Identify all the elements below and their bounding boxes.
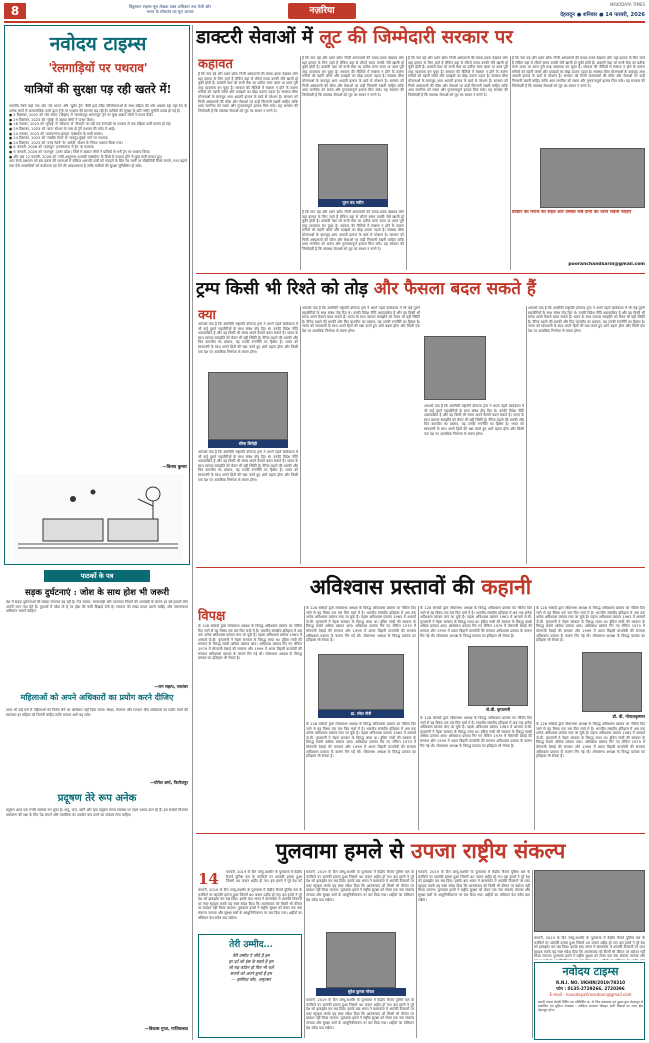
noconf-body-col4b: के 128 सांसदों द्वारा लोकसभा अध्यक्ष के विरुद्ध अविश्वास प्रस्ताव का नोटिस दिए जाने से यह विषय एक बार फिर चर्चा में है। भारतीय संसदीय इतिहास में अब तक अनेक अविश्वास प्रस्ताव लाए जा चुके हैं। पहला अविश्वास प्रस्ताव 1963 में आचार्य जे.बी. कृपलानी ने नेहरू सरकार के विरुद्ध लाया था। इंदिरा गांधी की सरकार के विरुद्ध सबसे अधिक प्रस्ताव आए। अधिकांश प्रस्ताव गिर गए लेकिन 1979 में मोरारजी देसाई की सरकार और 1999 में अटल बिहारी वाजपेयी की सरकार अविश्वास प्रस्ताव के कारण गिर गई थी। लोकसभा अध्यक्ष के विरुद्ध प्रस्ताव का इतिहास भी रोचक है। [536, 722, 645, 759]
top-quote-line2: भारत के लोकतंत्र का मूल आधार [146, 9, 194, 14]
lead-body-col1: है कि नाम बड़े और दर्शन छोटे। निजी अस्पतालों की चमक-दमक देखकर लोग वहां इलाज के लिए जाते हैं लेकिन वहां से लौटते समय उनकी जेबें खाली हो चुकी होती हैं। डाक्टरी पेशा जो कभी सेवा का प्रतीक माना जाता था आज पूरी तरह व्यवसाय बन चुका है। सरकार की नीतियों में स्पष्टता न होने के कारण मरीजों को महंगी जांचों और दवाइयों का बोझ उठाना पड़ता है। स्वास्थ्य बीमा योजनाओं के बावजूद आम आदमी इलाज के खर्च से परेशान है। सरकार को निजी अस्पतालों की फीस और सेवाओं पर कड़ी निगरानी रखनी चाहिए ताकि आम नागरिक को सस्ता और गुणवत्तापूर्ण इलाज मिल सके। यह सरकार की जिम्मेदारी है कि स्वास्थ्य सेवाओं को लूट का साधन न बनने दे। [198, 72, 298, 113]
pulwama-body-col4: फरवरी, 2019 के दिन जम्मू-कश्मीर के पुलवामा में केंद्रीय रिजर्व पुलिस बल के काफिले पर आतंकी हमला हुआ जिसमें 40 जवान शहीद हो गए। इस हमले ने पूरे देश को झकझोर कर रख दिया। इसके बाद भारत ने बालाकोट में आतंकी ठिकानों पर एयर स्ट्राइक करके यह स्पष्ट संदेश दिया कि आतंकवाद को किसी भी कीमत पर बर्दाश्त नहीं किया जाएगा। पुलवामा हमले ने राष्ट्रीय सुरक्षा को लेकर एक नया संकल्प जगाया और [534, 936, 645, 959]
letters-sign-2: —योगेश शर्मा, फिरोजपुर [149, 780, 188, 785]
letters-sign-3: —विकास गुप्ता, गाजियाबाद [144, 1026, 188, 1031]
lead-body-col4: है कि नाम बड़े और दर्शन छोटे। निजी अस्पतालों की चमक-दमक देखकर लोग वहां इलाज के लिए जाते हैं लेकिन वहां से लौटते समय उनकी जेबें खाली हो चुकी होती हैं। डाक्टरी पेशा जो कभी सेवा का प्रतीक माना जाता था आज पूरी तरह व्यवसाय बन चुका है। सरकार की नीतियों में स्पष्टता न होने के कारण मरीजों को महंगी जांचों और दवाइयों का बोझ उठाना पड़ता है। स्वास्थ्य बीमा योजनाओं के बावजूद आम आदमी इलाज के खर्च से परेशान है। सरकार को निजी अस्पतालों की फीस और सेवाओं पर कड़ी निगरानी रखनी चाहिए ताकि आम नागरिक को सस्ता और गुणवत्तापूर्ण इलाज मिल सके। यह सरकार की जिम्मेदारी है कि स्वास्थ्य सेवाओं को लूट का साधन न बनने दे। [512, 56, 645, 88]
poem-text: तेरी उम्मीद पे जीते हैं हम हर दर्द को हंस के सहते हैं हम जो राह कठिन हो फिर भी चलें सपनों को अपने बुनते हैं हम — हरमिंदर कौर, अमृतसर [228, 953, 274, 982]
noconf-mid-photo [468, 646, 528, 706]
editorial-signature: —विजय कुमार [162, 465, 187, 470]
editorial [4, 25, 190, 565]
noconf-right-caption: डॉ. वी. गोपालकृष्णन [612, 714, 645, 719]
imprint-phone: फोन : 0135-2729266, 2720396 [556, 986, 625, 991]
column-divider-4 [510, 56, 511, 270]
column-divider-3 [406, 56, 407, 270]
column-divider-2 [300, 56, 301, 270]
lead-author-photo [318, 144, 388, 200]
trump-rule [196, 567, 645, 568]
noconf-body-col3b: के 128 सांसदों द्वारा लोकसभा अध्यक्ष के विरुद्ध अविश्वास प्रस्ताव का नोटिस दिए जाने से यह विषय एक बार फिर चर्चा में है। भारतीय संसदीय इतिहास में अब तक अनेक अविश्वास प्रस्ताव लाए जा चुके हैं। पहला अविश्वास प्रस्ताव 1963 में आचार्य जे.बी. कृपलानी ने नेहरू सरकार के विरुद्ध लाया था। इंदिरा गांधी की सरकार के विरुद्ध सबसे अधिक प्रस्ताव आए। अधिकांश प्रस्ताव गिर गए लेकिन 1979 में मोरारजी देसाई की सरकार और 1999 में अटल बिहारी वाजपेयी की सरकार अविश्वास प्रस्ताव के कारण गिर गई थी। लोकसभा अध्यक्ष के विरुद्ध प्रस्ताव का इतिहास भी रोचक है। [420, 716, 532, 748]
trump-author-caption: सीमा सिरोही [208, 440, 288, 448]
noconf-author-photo [318, 654, 404, 710]
noconf-body-col2: के 128 सांसदों द्वारा लोकसभा अध्यक्ष के विरुद्ध अविश्वास प्रस्ताव का नोटिस दिए जाने से यह विषय एक बार फिर चर्चा में है। भारतीय संसदीय इतिहास में अब तक अनेक अविश्वास प्रस्ताव लाए जा चुके हैं। पहला अविश्वास प्रस्ताव 1963 में आचार्य जे.बी. कृपलानी ने नेहरू सरकार के विरुद्ध लाया था। इंदिरा गांधी की सरकार के विरुद्ध सबसे अधिक प्रस्ताव आए। अधिकांश प्रस्ताव गिर गए लेकिन 1979 में मोरारजी देसाई की सरकार और 1999 में अटल बिहारी वाजपेयी की सरकार अविश्वास प्रस्ताव के कारण गिर गई थी। लोकसभा अध्यक्ष के विरुद्ध प्रस्ताव का इतिहास भी रोचक है। [306, 606, 416, 643]
lead-email: pooranchandsarin@gmail.com [568, 262, 645, 267]
trump-body-col2: आपको याद है कि अमरीकी राष्ट्रपति डोनाल्ड ट्रम्प ने अपने पहले कार्यकाल में भी कई पुराने सहयोगियों के साथ संबंध तोड़ दिए थे। उनकी विदेश नीति अप्रत्याशित है और वह किसी भी समय अपने फैसले बदल सकते हैं। भारत के साथ व्यापार समझौते को लेकर भी यही स्थिति है। टैरिफ बढ़ाने की धमकी और फिर बातचीत का प्रस्ताव, यह उनकी रणनीति का हिस्सा है। भारत को सावधानी के साथ अपने हितों की रक्षा करते हुए आगे बढ़ना होगा और किसी एक देश पर अत्यधिक निर्भरता से बचना होगा। [302, 306, 420, 333]
lead-side-photo [540, 148, 645, 208]
pulwama-body-col1: फरवरी, 2019 के दिन जम्मू-कश्मीर के पुलवामा में केंद्रीय रिजर्व पुलिस बल के काफिले पर आतंकी हमला हुआ जिसमें 40 जवान शहीद हो गए। इस हमले ने पूरे देश को [226, 870, 302, 884]
column-divider-8 [418, 606, 419, 830]
trump-kicker: क्या [198, 308, 216, 323]
pulwama-body-col3: फरवरी, 2019 के दिन जम्मू-कश्मीर के पुलवामा में केंद्रीय रिजर्व पुलिस बल के काफिले पर आतंकी हमला हुआ जिसमें 40 जवान शहीद हो गए। इस हमले ने पूरे देश को झकझोर कर रख दिया। इसके बाद भारत ने बालाकोट में आतंकी ठिकानों पर एयर स्ट्राइक करके यह स्पष्ट संदेश दिया कि आतंकवाद को किसी भी कीमत पर बर्दाश्त नहीं किया जाएगा। पुलवामा हमले ने राष्ट्रीय सुरक्षा को लेकर एक नया संकल्प जगाया और सुरक्षा बलों के आधुनिकीकरण पर बल दिया गया। शहीदों का बलिदान देश सदैव याद रखेगा। [418, 870, 530, 902]
pulwama-body-col1b: फरवरी, 2019 के दिन जम्मू-कश्मीर के पुलवामा में केंद्रीय रिजर्व पुलिस बल के काफिले पर आतंकी हमला हुआ जिसमें 40 जवान शहीद हो गए। इस हमले ने पूरे देश को झकझोर कर रख दिया। इसके बाद भारत ने बालाकोट में आतंकी ठिकानों पर एयर स्ट्राइक करके यह स्पष्ट संदेश दिया कि आतंकवाद को किसी भी कीमत पर बर्दाश्त नहीं किया जाएगा। पुलवामा हमले ने राष्ट्रीय सुरक्षा को लेकर एक नया संकल्प जगाया और सुरक्षा बलों के आधुनिकीकरण पर बल दिया गया। शहीदों का बलिदान देश सदैव याद रखेगा। [198, 888, 302, 920]
letters-headline-3: प्रदूषण तेरे रूप अनेक [57, 793, 137, 804]
editorial-headline: यात्रियों की सुरक्षा पड़ रही खतरे में! [24, 82, 172, 96]
trump-body-col1: आपको याद है कि अमरीकी राष्ट्रपति डोनाल्ड ट्रम्प ने अपने पहले कार्यकाल में भी कई पुराने सहयोगियों के साथ संबंध तोड़ दिए थे। उनकी विदेश नीति अप्रत्याशित है और वह किसी भी समय अपने फैसले बदल सकते हैं। भारत के साथ व्यापार समझौते को लेकर भी यही स्थिति है। टैरिफ बढ़ाने की धमकी और फिर बातचीत का प्रस्ताव, यह उनकी रणनीति का हिस्सा है। भारत को सावधानी के साथ अपने हितों की रक्षा करते हुए आगे बढ़ना होगा और किसी एक देश पर अत्यधिक निर्भरता से बचना होगा। [198, 322, 298, 354]
letters-title: पाठकों के पत्र [44, 570, 150, 582]
pulwama-author-caption: सुरेश कुमार गोयल [316, 988, 406, 996]
column-divider-1 [192, 25, 193, 1040]
noconf-body-col1: के 128 सांसदों द्वारा लोकसभा अध्यक्ष के विरुद्ध अविश्वास प्रस्ताव का नोटिस दिए जाने से यह विषय एक बार फिर चर्चा में है। भारतीय संसदीय इतिहास में अब तक अनेक अविश्वास प्रस्ताव लाए जा चुके हैं। पहला अविश्वास प्रस्ताव 1963 में आचार्य जे.बी. कृपलानी ने नेहरू सरकार के विरुद्ध लाया था। इंदिरा गांधी की सरकार के विरुद्ध सबसे अधिक प्रस्ताव आए। अधिकांश प्रस्ताव गिर गए लेकिन 1979 में मोरारजी देसाई की सरकार और 1999 में अटल बिहारी वाजपेयी की सरकार अविश्वास प्रस्ताव के कारण गिर गई थी। लोकसभा अध्यक्ष के विरुद्ध प्रस्ताव का इतिहास भी रोचक है। [198, 624, 302, 661]
lead-side-heading: डाक्टर को मरीज की सेहत और उसकी जेब दोनों का ध्यान रखना चाहिए [512, 210, 632, 215]
imprint-rni: R.N.I. NO. UKHIN/2019/78310 [555, 980, 626, 985]
trump-headline [196, 276, 645, 302]
lead-body-col2: है कि नाम बड़े और दर्शन छोटे। निजी अस्पतालों की चमक-दमक देखकर लोग वहां इलाज के लिए जाते हैं लेकिन वहां से लौटते समय उनकी जेबें खाली हो चुकी होती हैं। डाक्टरी पेशा जो कभी सेवा का प्रतीक माना जाता था आज पूरी तरह व्यवसाय बन चुका है। सरकार की नीतियों में स्पष्टता न होने के कारण मरीजों को महंगी जांचों और दवाइयों का बोझ उठाना पड़ता है। स्वास्थ्य बीमा योजनाओं के बावजूद आम आदमी इलाज के खर्च से परेशान है। सरकार को निजी अस्पतालों की फीस और सेवाओं पर कड़ी निगरानी रखनी चाहिए ताकि आम नागरिक को सस्ता और गुणवत्तापूर्ण इलाज मिल सके। यह सरकार की जिम्मेदारी है कि स्वास्थ्य सेवाओं को लूट का साधन न बनने दे। [302, 56, 404, 97]
pulwama-body-col2b: फरवरी, 2019 के दिन जम्मू-कश्मीर के पुलवामा में केंद्रीय रिजर्व पुलिस बल के काफिले पर आतंकी हमला हुआ जिसमें 40 जवान शहीद हो गए। इस हमले ने पूरे देश को झकझोर कर रख दिया। इसके बाद भारत ने बालाकोट में आतंकी ठिकानों पर एयर स्ट्राइक करके यह स्पष्ट संदेश दिया कि आतंकवाद को किसी भी कीमत पर बर्दाश्त नहीं किया जाएगा। पुलवामा हमले ने राष्ट्रीय सुरक्षा को लेकर एक नया संकल्प जगाया और सुरक्षा बलों के आधुनिकीकरण पर बल दिया गया। शहीदों का बलिदान देश सदैव याद रखेगा। [306, 998, 414, 1030]
editorial-body: भारतीय रेलवे जहां एक ओर 'वंदे भारत' और 'बुलेट ट्रेन' जैसी हाई स्पीड परियोजनाओं के साथ बढ़िया की ओर अग्रसर रहा वहां रेल के अनेक भागों में असामाजिक तत्वों द्वारा ट्रेनों पर पथराव की घटनाएं बढ़ रही हैं। यात्रियों की सुरक्षा के प्रति गंभीर चुनौती उत्पन्न हो गई है। ● 2 दिसम्बर, 2025 को 'वंदे भारत' (बिहार) में 'जमशेदपुर-भागलपुर' ट्रेन पर कुछ अज्ञात लोगों ने पत्थर फेंके। ● 29 दिसम्बर, 2025 को 'मुंबई' में अज्ञात लोगों ने पत्थर फेंका। ● 18 नवम्बर, 2025 को 'मुम्बई' में 'कोयला' से 'सेवाड़ी' जा रही एक रेलगाड़ी पर पथराव से एक महिला यात्री घायल हो गई। ● 29 दिसम्बर, 2025 को 'बारा' स्टेशन के पास दो ट्रेनें पथराव की चपेट में आईं। ● 24 नवम्बर, 2025 को 'डालटनगंज-हावड़ा' एक्सप्रेस के यात्री घायल। ● 14 दिसम्बर, 2025 को 'लखीम रेलवे' से 'जयपुर-मुंबई' मार्ग पर पथराव। ● 24 दिसम्बर, 2025 को 'उत्तर रेलवे' के 'अमेठी' स्टेशन के निकट पथराव किया गया। ● 6 जनवरी, 2026 को 'उदयपुर' (राजस्थान) में ट्रेन पर पथराव। ● 9 जनवरी, 2026 को 'कानपुर' (उत्तर प्रदेश) जिले में अज्ञात लोगों ने यात्रियों से भरी ट्रेन पर पथराव किया। ● और अब 12 फरवरी, 2026 को 'रांची-अमृतसर शताब्दी एक्सप्रेस' के डिब्बे में पथराव होने से कुछ यात्री घायल हुए। अतः रेलवे प्रशासन को इस प्रकार की घटनाओं में संलिप्त शरारती तत्वों को पकड़ने के लिए रेल मार्गों पर सीसीटीवी कैमरे लगाने, गश्त बढ़ाने तथा ऐसे अपराधियों को कठोरतम दंड देने की आवश्यकता है ताकि यात्रियों की सुरक्षा सुनिश्चित हो सके। [9, 104, 187, 168]
section-title: नज़रिया [288, 3, 356, 19]
column-divider-6 [526, 306, 527, 564]
lead-kicker: कहावत [198, 57, 233, 72]
noconf-right-photo [582, 652, 642, 712]
trump-body-col4: आपको याद है कि अमरीकी राष्ट्रपति डोनाल्ड ट्रम्प ने अपने पहले कार्यकाल में भी कई पुराने सहयोगियों के साथ संबंध तोड़ दिए थे। उनकी विदेश नीति अप्रत्याशित है और वह किसी भी समय अपने फैसले बदल सकते हैं। भारत के साथ व्यापार समझौते को लेकर भी यही स्थिति है। टैरिफ बढ़ाने की धमकी और फिर बातचीत का प्रस्ताव, यह उनकी रणनीति का हिस्सा है। भारत को सावधानी के साथ अपने हितों की रक्षा करते हुए आगे बढ़ना होगा और किसी एक देश पर अत्यधिक निर्भरता से बचना होगा। [528, 306, 645, 333]
lead-author-caption: पूरन चंद सरीन [318, 199, 388, 207]
lead-rule [196, 273, 645, 274]
pulwama-headline [196, 836, 645, 866]
letters-body-2: आज भी कई घरों में महिलाओं को निर्णय लेने का अधिकार नहीं दिया जाता। शिक्षा, रोजगार और मतदान जैसे अधिकारों का प्रयोग करने की स्वतंत्रता हर महिला को मिलनी चाहिए ताकि समाज आगे बढ़ सके। [6, 708, 188, 717]
imprint-body: स्वामी पंजाब केसरी प्रिंटिंग एंड पब्लिशिंग कं. के लिए प्रकाशक एवं मुद्रक द्वारा देहरादून से प्रकाशित एवं मुद्रित। संपादक : आदित्य नारायण चोपड़ा। सभी विवादों का न्याय क्षेत्र देहरादून होगा। [538, 1000, 643, 1013]
noconf-headline-b: कहानी [481, 574, 532, 599]
dateline: देहरादून ● शनिवार ● 14 फरवरी, 2026 [560, 12, 645, 18]
letters-section [4, 568, 190, 1040]
noconf-body-col3: के 128 सांसदों द्वारा लोकसभा अध्यक्ष के विरुद्ध अविश्वास प्रस्ताव का नोटिस दिए जाने से यह विषय एक बार फिर चर्चा में है। भारतीय संसदीय इतिहास में अब तक अनेक अविश्वास प्रस्ताव लाए जा चुके हैं। पहला अविश्वास प्रस्ताव 1963 में आचार्य जे.बी. कृपलानी ने नेहरू सरकार के विरुद्ध लाया था। इंदिरा गांधी की सरकार के विरुद्ध सबसे अधिक प्रस्ताव आए। अधिकांश प्रस्ताव गिर गए लेकिन 1979 में मोरारजी देसाई की सरकार और 1999 में अटल बिहारी वाजपेयी की सरकार अविश्वास प्रस्ताव के कारण गिर गई थी। लोकसभा अध्यक्ष के विरुद्ध प्रस्ताव का इतिहास भी रोचक है। [420, 606, 532, 638]
poem-box [198, 934, 302, 1038]
trump-body-col1b: आपको याद है कि अमरीकी राष्ट्रपति डोनाल्ड ट्रम्प ने अपने पहले कार्यकाल में भी कई पुराने सहयोगियों के साथ संबंध तोड़ दिए थे। उनकी विदेश नीति अप्रत्याशित है और वह किसी भी समय अपने फैसले बदल सकते हैं। भारत के साथ व्यापार समझौते को लेकर भी यही स्थिति है। टैरिफ बढ़ाने की धमकी और फिर बातचीत का प्रस्ताव, यह उनकी रणनीति का हिस्सा है। भारत को सावधानी के साथ अपने हितों की रक्षा करते हुए आगे बढ़ना होगा और किसी एक देश पर अत्यधिक निर्भरता से बचना होगा। [198, 450, 298, 482]
editorial-tagline: 'रेलगाड़ियों पर पथराव' [48, 61, 148, 75]
page-number: 8 [4, 3, 26, 19]
pulwama-photo [534, 870, 645, 932]
noconf-rule [196, 833, 645, 834]
imprint-box [534, 962, 645, 1040]
column-divider-10 [304, 870, 305, 1038]
pulwama-author-photo [326, 932, 396, 988]
pulwama-kicker: 14 [198, 870, 219, 888]
noconf-headline-a: अविश्वास प्रस्तावों की [309, 574, 482, 599]
lead-body-col2b: है कि नाम बड़े और दर्शन छोटे। निजी अस्पतालों की चमक-दमक देखकर लोग वहां इलाज के लिए जाते हैं लेकिन वहां से लौटते समय उनकी जेबें खाली हो चुकी होती हैं। डाक्टरी पेशा जो कभी सेवा का प्रतीक माना जाता था आज पूरी तरह व्यवसाय बन चुका है। सरकार की नीतियों में स्पष्टता न होने के कारण मरीजों को महंगी जांचों और दवाइयों का बोझ उठाना पड़ता है। स्वास्थ्य बीमा योजनाओं के बावजूद आम आदमी इलाज के खर्च से परेशान है। सरकार को निजी अस्पतालों की फीस और सेवाओं पर कड़ी निगरानी रखनी चाहिए ताकि आम नागरिक को सस्ता और गुणवत्तापूर्ण इलाज मिल सके। यह सरकार की जिम्मेदारी है कि स्वास्थ्य सेवाओं को लूट का साधन न बनने दे। [302, 210, 404, 251]
lead-body-col3: है कि नाम बड़े और दर्शन छोटे। निजी अस्पतालों की चमक-दमक देखकर लोग वहां इलाज के लिए जाते हैं लेकिन वहां से लौटते समय उनकी जेबें खाली हो चुकी होती हैं। डाक्टरी पेशा जो कभी सेवा का प्रतीक माना जाता था आज पूरी तरह व्यवसाय बन चुका है। सरकार की नीतियों में स्पष्टता न होने के कारण मरीजों को महंगी जांचों और दवाइयों का बोझ उठाना पड़ता है। स्वास्थ्य बीमा योजनाओं के बावजूद आम आदमी इलाज के खर्च से परेशान है। सरकार को निजी अस्पतालों की फीस और सेवाओं पर कड़ी निगरानी रखनी चाहिए ताकि आम नागरिक को सस्ता और गुणवत्तापूर्ण इलाज मिल सके। यह सरकार की जिम्मेदारी है कि स्वास्थ्य सेवाओं को लूट का साधन न बनने दे। [408, 56, 508, 97]
imprint-brand: नवोदय टाइम्स [562, 965, 619, 978]
imprint-email: E-mail : navodayatimesdoon@gmail.com [549, 992, 632, 997]
column-divider-11 [416, 870, 417, 1038]
header-rule [4, 21, 645, 23]
trump-photo [424, 336, 486, 400]
noconf-author-caption: डा. रमेश सैनी [318, 710, 404, 718]
letters-headline-1: सड़क दुर्घटनाएं : जोश के साथ होश भी जरूरी [24, 588, 170, 598]
column-divider-9 [534, 606, 535, 830]
trump-headline-a: ट्रम्प किसी भी रिश्ते को तोड़ [196, 279, 374, 299]
editorial-brand: नवोदय टाइम्स [49, 33, 147, 55]
letters-body-3: प्रदूषण आज एक गंभीर समस्या बन चुका है। वायु, जल, ध्वनि और मृदा प्रदूषण मानव स्वास्थ्य पर गहरा प्रभाव डाल रहे हैं। हम सबको मिलकर पर्यावरण की रक्षा के लिए पेड़ लगाने और प्लास्टिक का उपयोग कम करने का संकल्प लेना चाहिए। [6, 808, 188, 817]
noconf-body-col4: के 128 सांसदों द्वारा लोकसभा अध्यक्ष के विरुद्ध अविश्वास प्रस्ताव का नोटिस दिए जाने से यह विषय एक बार फिर चर्चा में है। भारतीय संसदीय इतिहास में अब तक अनेक अविश्वास प्रस्ताव लाए जा चुके हैं। पहला अविश्वास प्रस्ताव 1963 में आचार्य जे.बी. कृपलानी ने नेहरू सरकार के विरुद्ध लाया था। इंदिरा गांधी की सरकार के विरुद्ध सबसे अधिक प्रस्ताव आए। अधिकांश प्रस्ताव गिर गए लेकिन 1979 में मोरारजी देसाई की सरकार और 1999 में अटल बिहारी वाजपेयी की सरकार अविश्वास प्रस्ताव के कारण गिर गई थी। लोकसभा अध्यक्ष के विरुद्ध प्रस्ताव का इतिहास भी रोचक है। [536, 606, 645, 643]
pulwama-headline-a: पुलवामा हमले से [275, 838, 412, 863]
letters-sign-1: —राम सहाय, जालंधर [154, 684, 188, 689]
trump-body-col3: आपको याद है कि अमरीकी राष्ट्रपति डोनाल्ड ट्रम्प ने अपने पहले कार्यकाल में भी कई पुराने सहयोगियों के साथ संबंध तोड़ दिए थे। उनकी विदेश नीति अप्रत्याशित है और वह किसी भी समय अपने फैसले बदल सकते हैं। भारत के साथ व्यापार समझौते को लेकर भी यही स्थिति है। टैरिफ बढ़ाने की धमकी और फिर बातचीत का प्रस्ताव, यह उनकी रणनीति का हिस्सा है। भारत को सावधानी के साथ अपने हितों की रक्षा करते हुए आगे बढ़ना होगा और किसी एक देश पर अत्यधिक निर्भरता से बचना होगा। [424, 404, 524, 436]
noconf-headline [196, 572, 645, 602]
trump-headline-b: और फैसला बदल सकते हैं [373, 279, 536, 299]
trump-author-photo [208, 372, 288, 440]
pulwama-body-col2: फरवरी, 2019 के दिन जम्मू-कश्मीर के पुलवामा में केंद्रीय रिजर्व पुलिस बल के काफिले पर आतंकी हमला हुआ जिसमें 40 जवान शहीद हो गए। इस हमले ने पूरे देश को झकझोर कर रख दिया। इसके बाद भारत ने बालाकोट में आतंकी ठिकानों पर एयर स्ट्राइक करके यह स्पष्ट संदेश दिया कि आतंकवाद को किसी भी कीमत पर बर्दाश्त नहीं किया जाएगा। पुलवामा हमले ने राष्ट्रीय सुरक्षा को लेकर एक नया संकल्प जगाया और सुरक्षा बलों के आधुनिकीकरण पर बल दिया गया। शहीदों का बलिदान देश सदैव याद रखेगा। [306, 870, 414, 902]
poem-title: तेरी उम्मीद... [229, 940, 273, 950]
masthead-small: NAVODAYA TIMES [609, 2, 645, 7]
noconf-kicker: विपक्ष [198, 609, 226, 624]
noconf-body-col2b: के 128 सांसदों द्वारा लोकसभा अध्यक्ष के विरुद्ध अविश्वास प्रस्ताव का नोटिस दिए जाने से यह विषय एक बार फिर चर्चा में है। भारतीय संसदीय इतिहास में अब तक अनेक अविश्वास प्रस्ताव लाए जा चुके हैं। पहला अविश्वास प्रस्ताव 1963 में आचार्य जे.बी. कृपलानी ने नेहरू सरकार के विरुद्ध लाया था। इंदिरा गांधी की सरकार के विरुद्ध सबसे अधिक प्रस्ताव आए। अधिकांश प्रस्ताव गिर गए लेकिन 1979 में मोरारजी देसाई की सरकार और 1999 में अटल बिहारी वाजपेयी की सरकार अविश्वास प्रस्ताव के कारण गिर गई थी। लोकसभा अध्यक्ष के विरुद्ध प्रस्ताव का इतिहास भी रोचक है। [306, 722, 416, 759]
pulwama-headline-b: उपजा राष्ट्रीय संकल्प [411, 838, 566, 863]
cartoon [13, 474, 183, 562]
top-quote: हिंदुस्तान टाइम्स मूल लेखक वक्त अधिकार तक तेजी और [128, 4, 212, 9]
lead-headline-b: लूट की जिम्मेदारी सरकार पर [319, 27, 513, 48]
column-divider-5 [300, 306, 301, 564]
letters-body-1: देश में सड़क दुर्घटनाओं की संख्या लगातार बढ़ रही है। तेज रफ्तार, लापरवाही और यातायात नियमों की अनदेखी के कारण हर वर्ष हजारों लोग अपनी जान गंवा देते हैं। युवाओं में जोश तो है पर होश की कमी दिखाई देती है। सरकार को सख्त कदम उठाने चाहिए और जागरूकता अभियान चलाने चाहिए। [6, 600, 188, 614]
cartoon-drawing [13, 474, 183, 562]
noconf-mid-caption: जे.बी. कृपलानी [485, 707, 511, 712]
column-divider-12 [532, 870, 533, 1038]
column-divider-7 [304, 606, 305, 830]
lead-headline [196, 25, 645, 51]
lead-headline-a: डाक्टरी सेवाओं में [196, 27, 320, 48]
letters-headline-2: महिलाओं को अपने अधिकारों का प्रयोग करने दीजिए [20, 692, 174, 702]
